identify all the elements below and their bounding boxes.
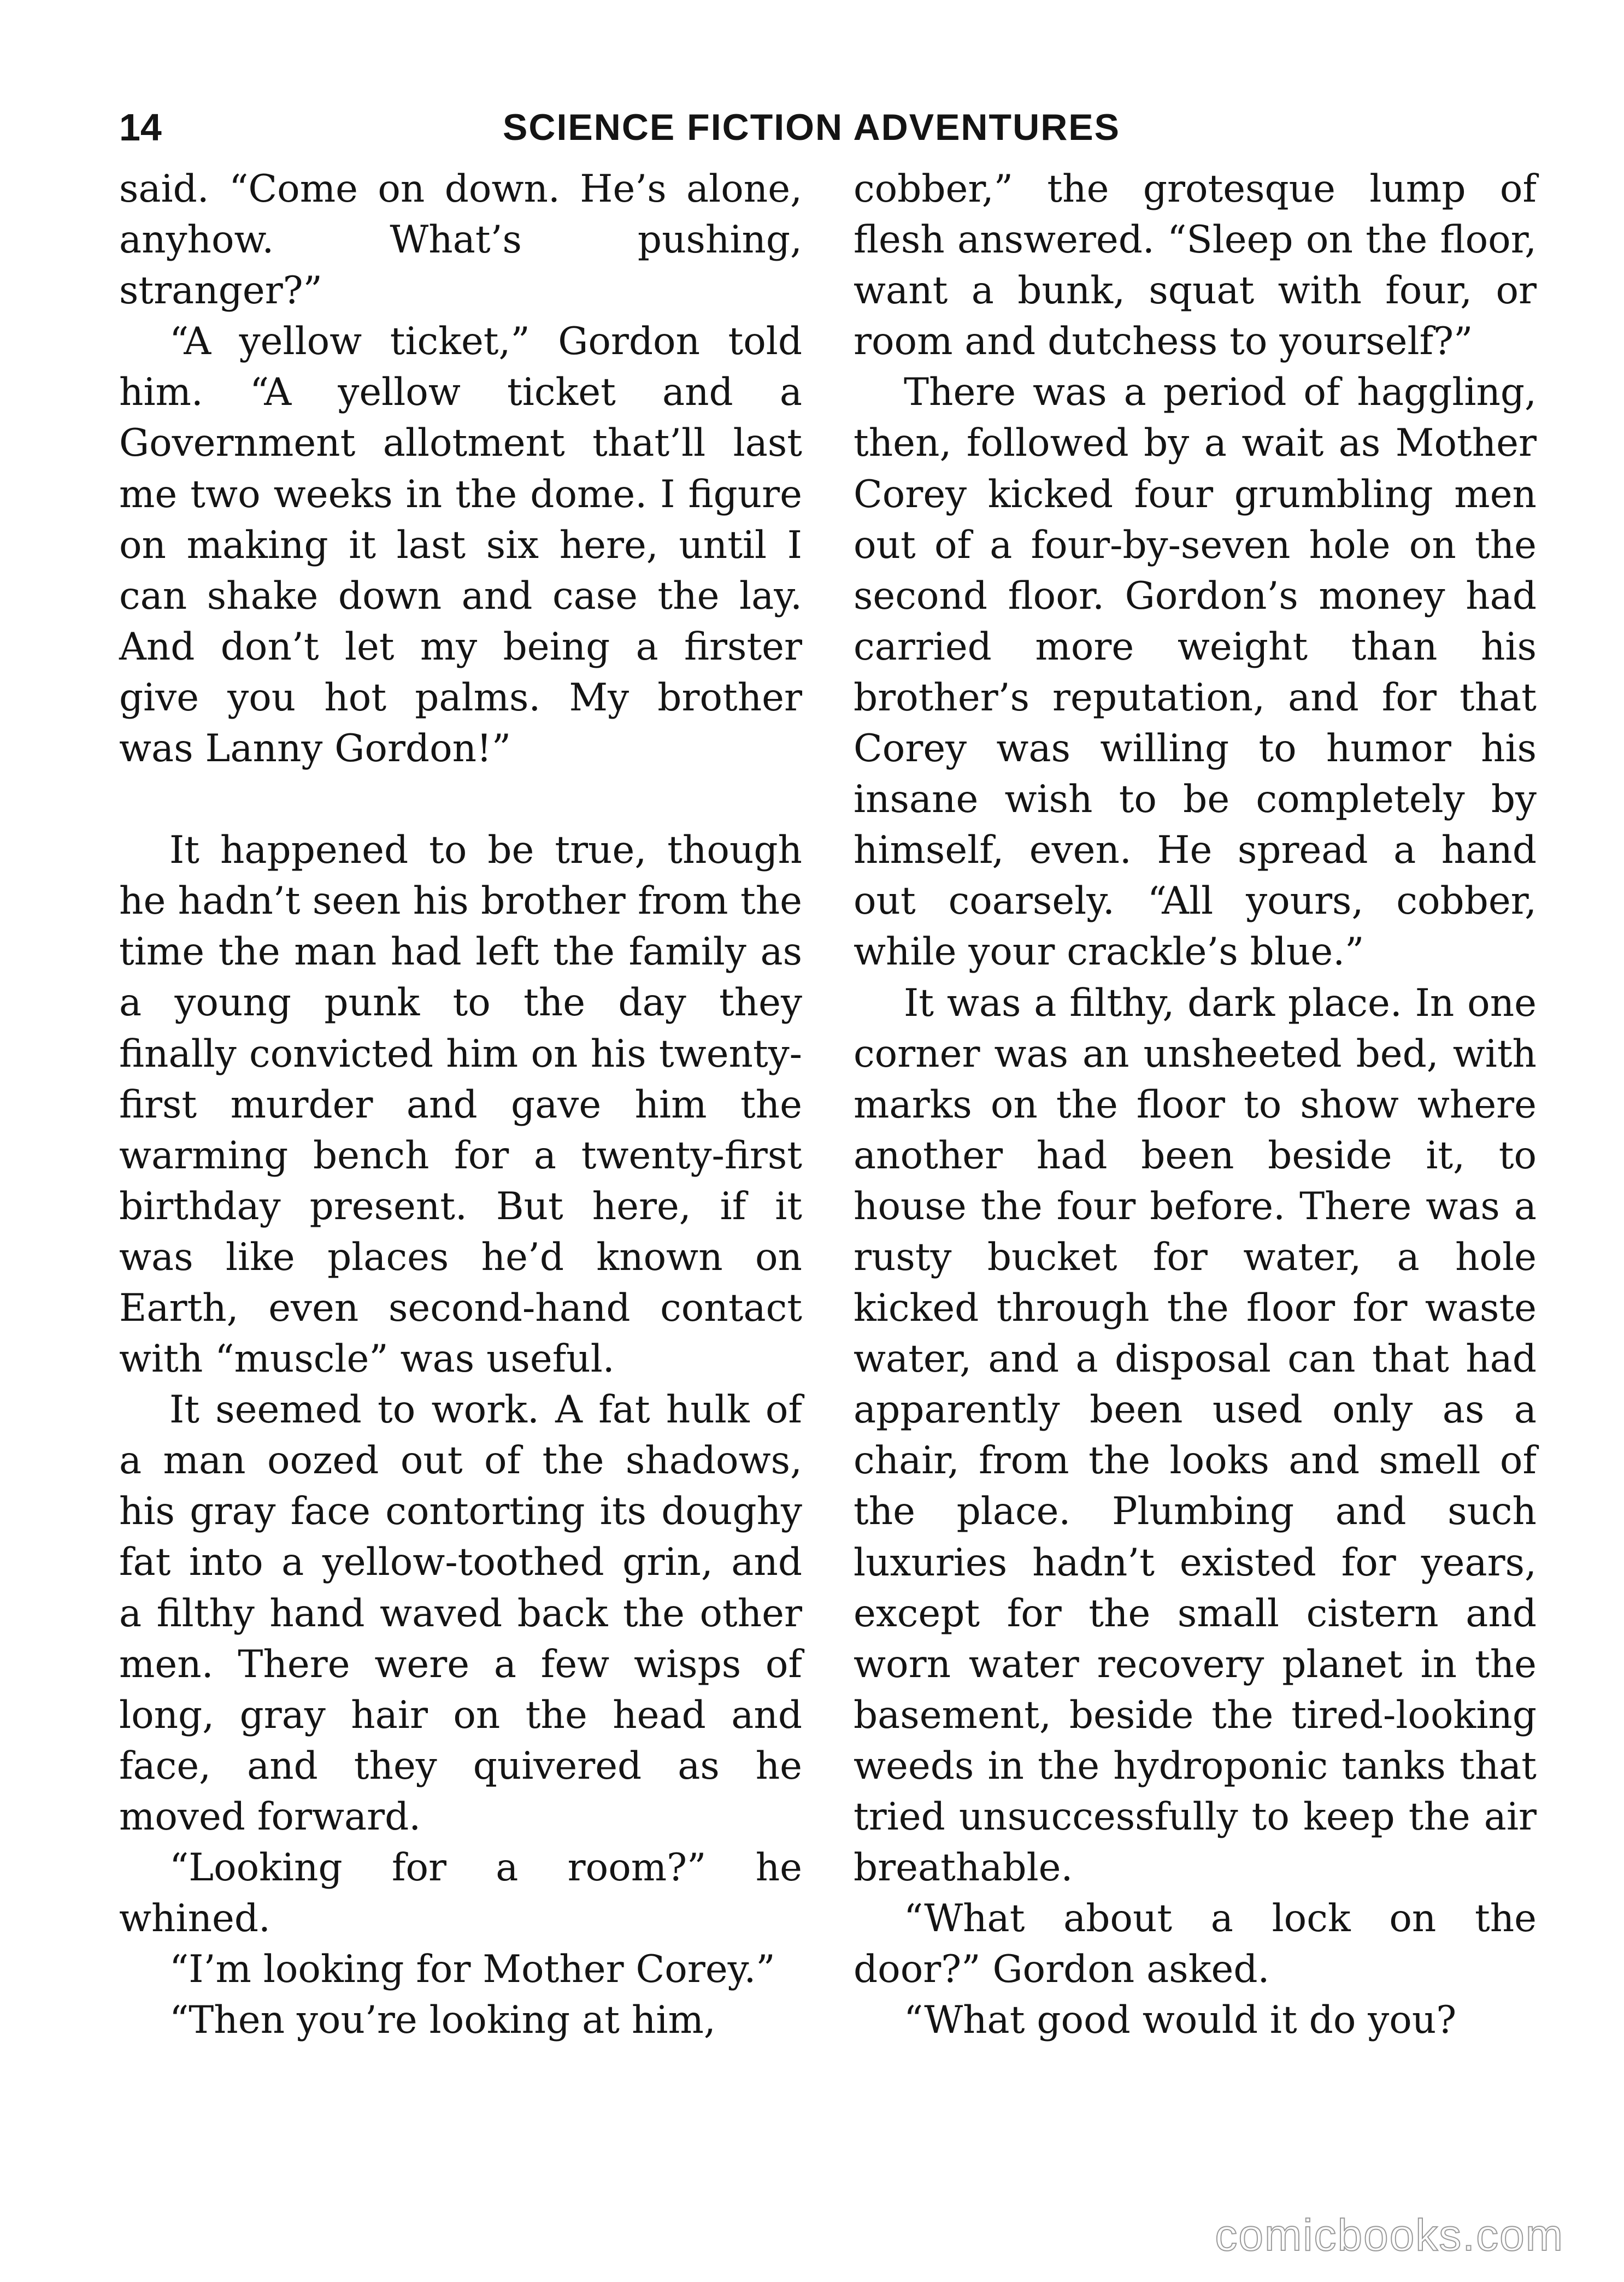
left-column	[119, 164, 802, 2046]
paragraph: It seemed to work. A fat hulk of a man oozed out of the shadows, his gray face contorting its doughy fat into a yellow-toothed grin, and a filthy hand waved back the other men. There were a few wisps of long, gray hair on the head and face, and they quivered as he moved forward.	[119, 1388, 802, 1839]
paragraph: “A yellow ticket,” Gordon told him. “A yellow ticket and a Government allotment that’ll last me two weeks in the dome. I figure on making it last six here, until I can shake down and case the lay. And don’t let my being a firster give you hot palms. My brother was Lanny Gordon!”	[119, 320, 802, 771]
paragraph: It happened to be true, though he hadn’t seen his brother from the time the man had left the family as a young punk to the day they finally convicted him on his twenty-first murder and gave him the warming bench for a twenty-first birthday present. But here, if it was like places he’d known on Earth, even second-hand contact with “muscle” was useful.	[119, 828, 802, 1381]
watermark: comicbooks.com	[1215, 2210, 1564, 2260]
page-number: 14	[119, 106, 162, 149]
paragraph: “What about a lock on the door?” Gordon asked.	[854, 1897, 1537, 1992]
section-break	[119, 774, 802, 825]
paragraph: “Then you’re looking at him,	[169, 1998, 716, 2043]
paragraph: cobber,” the grotesque lump of flesh answered. “Sleep on the floor, want a bunk, squat with four, or room and dutchess to yourself?”	[854, 167, 1537, 364]
running-head: SCIENCE FICTION ADVENTURES	[503, 107, 1121, 148]
paragraph: said. “Come on down. He’s alone, anyhow. What’s pushing, stranger?”	[119, 167, 802, 313]
paragraph: “Looking for a room?” he whined.	[119, 1846, 802, 1941]
page-header	[0, 103, 1624, 152]
paragraph: There was a period of haggling, then, followed by a wait as Mother Corey kicked four grumbling men out of a four-by-seven hole on the second floor. Gordon’s money had carried more weight than his brother’s reputation, and for that Corey was willing to humor his insane wish to be completely by himself, even. He spread a hand out coarsely. “All yours, cobber, while your crackle’s blue.”	[854, 370, 1537, 974]
paragraph: “What good would it do you?	[904, 1998, 1457, 2043]
paragraph: It was a filthy, dark place. In one corner was an unsheeted bed, with marks on the floor to show where another had been beside it, to house the four before. There was a rusty bucket for water, a hole kicked through the floor for waste water, and a disposal can that had apparently been used only as a chair, from the looks and smell of the place. Plumbing and such luxuries hadn’t existed for years, except for the small cistern and worn water recovery planet in the basement, beside the tired-looking weeds in the hydroponic tanks that tried unsuccessfully to keep the air breathable.	[854, 981, 1537, 1890]
paragraph: “I’m looking for Mother Corey.”	[169, 1948, 775, 1992]
right-column	[854, 164, 1537, 2046]
